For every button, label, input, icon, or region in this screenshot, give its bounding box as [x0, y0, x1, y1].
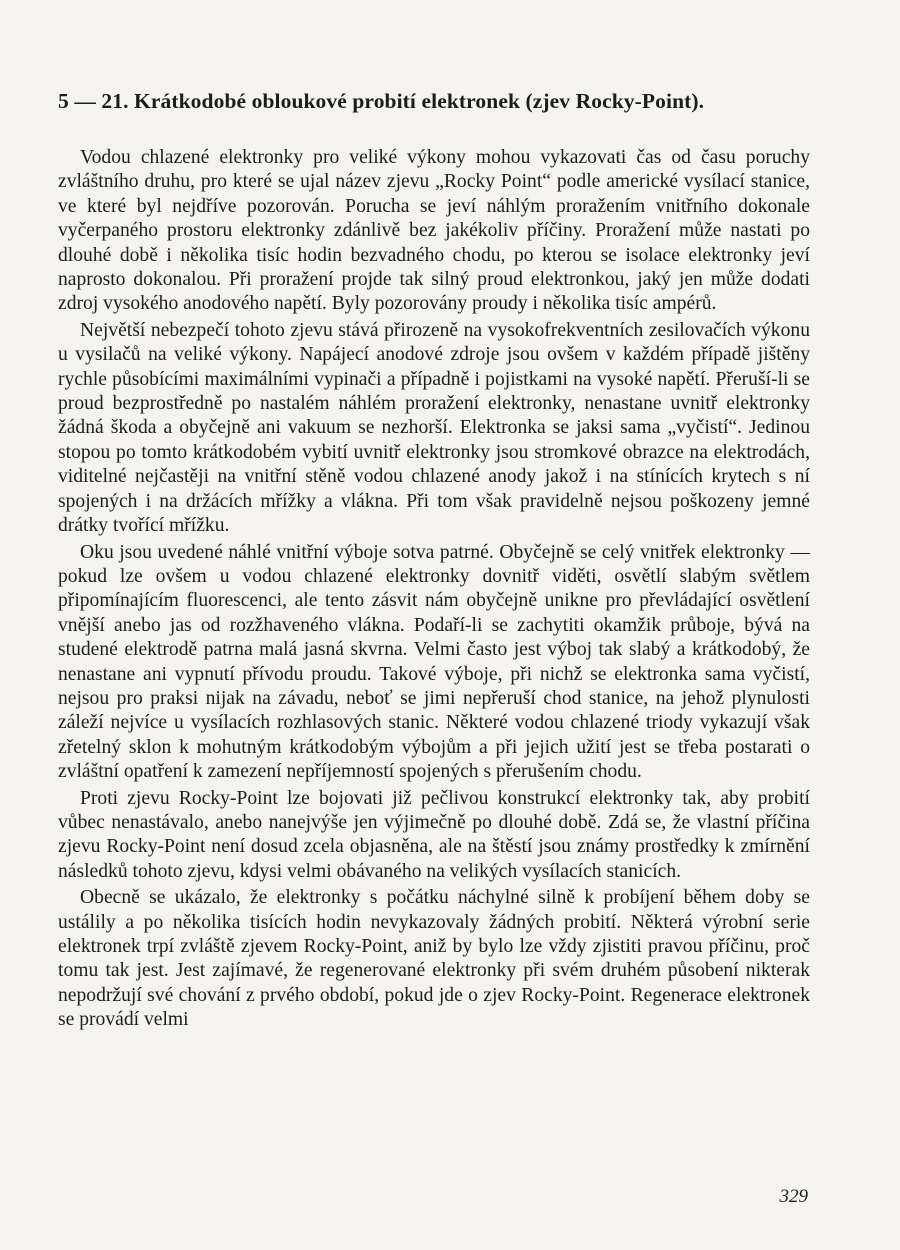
paragraph-1: Vodou chlazené elektronky pro veliké výkony mohou vykazovati čas od času poruchy zvláštního druhu, pro které se ujal název zjevu „Rocky Point“ podle americké vysílací stanice, ve které byl nejdříve pozorován. Porucha se jeví náhlým proražením vnitřního dokonale vyčerpaného prostoru elektronky zdánlivě bez jakékoliv příčiny. Proražení může nastati po dlouhé době i několika tisíc hodin bezvadného chodu, po kterou se isolace elektronky jeví naprosto dokonalou. Při proražení projde tak silný proud elektronkou, jaký jen může dodati zdroj vysokého anodového napětí. Byly pozorovány proudy i několika tisíc ampérů.: [58, 147, 810, 315]
paragraph-5: Obecně se ukázalo, že elektronky s počátku náchylné silně k probíjení během doby se ustálily a po několika tisících hodin nevykazovaly žádných probití. Některá výrobní serie elektronek trpí zvláště zjevem Rocky-Point, aniž by bylo lze vždy zjistiti pravou příčinu, proč tomu tak jest. Jest zajímavé, že regenerované elektronky při svém druhém působení nikterak nepodržují své chování z prvého období, pokud jde o zjev Rocky-Point. Regenerace elektronek se provádí velmi: [58, 887, 810, 1031]
page-content: [58, 86, 810, 1035]
paragraph-4: Proti zjevu Rocky-Point lze bojovati již pečlivou konstrukcí elektronky tak, aby probití vůbec nenastávalo, anebo nanejvýše jen výjimečně po dlouhé době. Zdá se, že vlastní příčina zjevu Rocky-Point není dosud zcela objasněna, ale na štěstí jsou známy prostředky k zmírnění následků tohoto zjevu, kdysi velmi obávaného na velikých vysílacích stanicích.: [58, 787, 810, 882]
paragraph-3: Oku jsou uvedené náhlé vnitřní výboje sotva patrné. Obyčejně se celý vnitřek elektronky — pokud lze ovšem u vodou chlazené elektronky dovnitř viděti, osvětlí slabým světlem připomínajícím fluorescenci, ale tento zásvit nám obyčejně unikne pro převládající osvětlení vnější anebo jas od rozžhaveného vlákna. Podaří-li se zachytiti okamžik průboje, bývá na studené elektrodě patrna malá jasná skvrna. Velmi často jest výboj tak slabý a krátkodobý, že nenastane ani vypnutí přívodu proudu. Takové výboje, při nichž se elektronka sama vyčistí, nejsou pro praksi nijak na závadu, neboť se jimi nepřeruší chod stanice, na jehož plynulosti záleží nejvíce u vysílacích rozhlasových stanic. Některé vodou chlazené triody vykazují však zřetelný sklon k mohutným krátkodobým výbojům a při jejich užití jest se třeba postarati o zvláštní opatření k zamezení nepříjemností spojených s přerušením chodu.: [58, 541, 810, 783]
page-number: 329: [779, 1186, 808, 1207]
paragraph-2: Největší nebezpečí tohoto zjevu stává přirozeně na vysokofrekventních zesilovačích výkonu u vysilačů na veliké výkony. Napájecí anodové zdroje jsou ovšem v každém případě jištěny rychle působícími maximálními vypinači a případně i pojistkami na vysoké napětí. Přeruší-li se proud bezprostředně po nastalém náhlém proražení elektronky, nenastane uvnitř elektronky žádná škoda a obyčejně ani vakuum se nezhorší. Elektronka se jaksi sama „vyčistí“. Jedinou stopou po tomto krátkodobém vybití uvnitř elektronky jsou stromkové obrazce na elektrodách, viditelné nejčastěji na vnitřní stěně vodou chlazené anody jakož i na stínících krytech s ní spojených i na držácích mřížky a vlákna. Při tom však pravidelně nejsou poškozeny jemné drátky tvořící mřížku.: [58, 319, 810, 537]
section-heading: 5 — 21. Krátkodobé obloukové probití elektronek (zjev Rocky-Point).: [58, 89, 705, 113]
